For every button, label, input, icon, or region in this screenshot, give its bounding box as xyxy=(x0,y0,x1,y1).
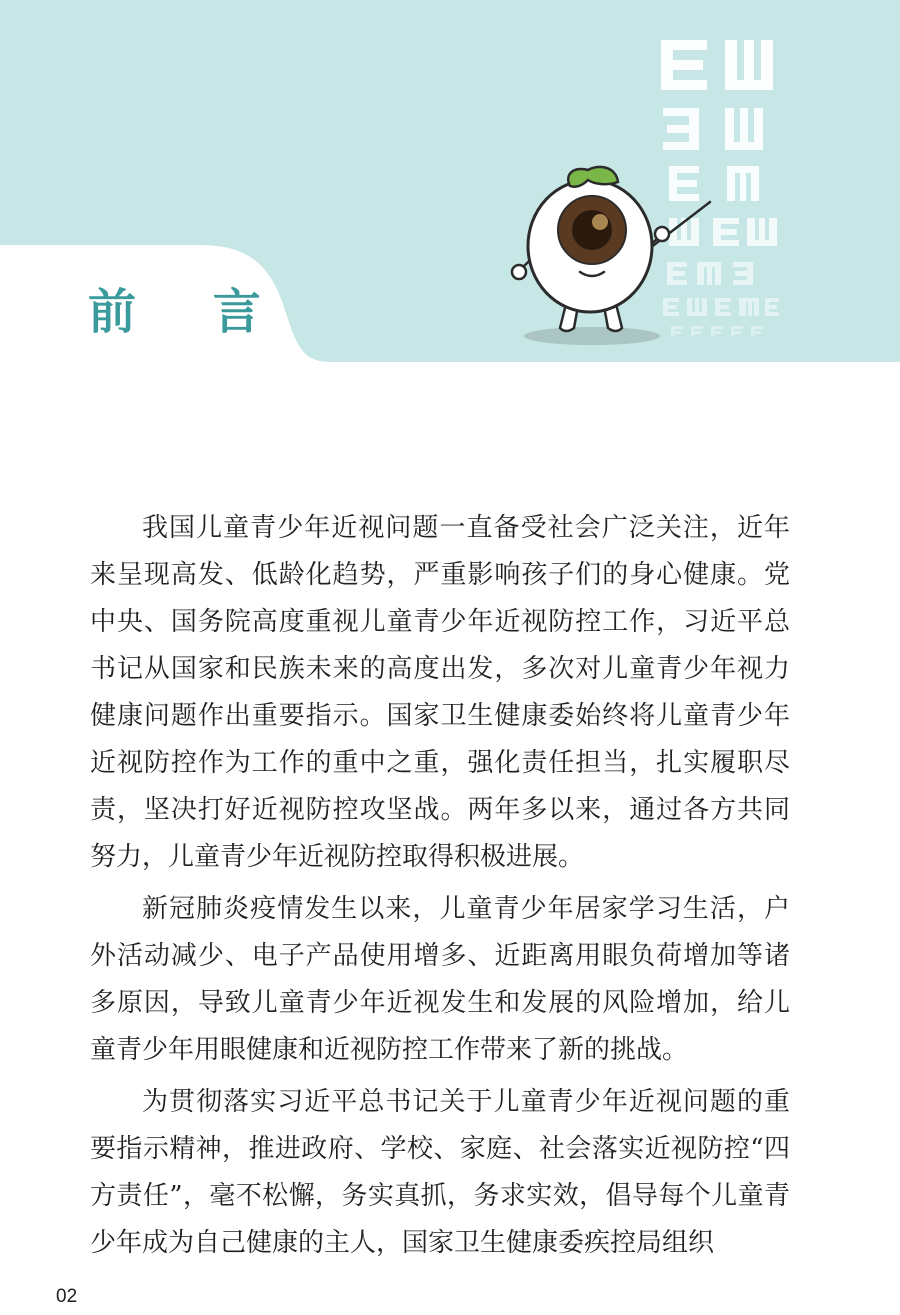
preface-body xyxy=(90,505,790,1272)
page-title: 前 言 xyxy=(88,284,291,340)
paragraph: 我国儿童青少年近视问题一直备受社会广泛关注，近年来呈现高发、低龄化趋势，严重影响孩子们的身心健康。党中央、国务院高度重视儿童青少年近视防控工作，习近平总书记从国家和民族未来的高度出发，多次对儿童青少年视力健康问题作出重要指示。国家卫生健康委始终将儿童青少年近视防控作为工作的重中之重，强化责任担当，扎实履职尽责，坚决打好近视防控攻坚战。两年多以来，通过各方共同努力，儿童青少年近视防控取得积极进展。 xyxy=(90,513,790,872)
paragraph: 新冠肺炎疫情发生以来，儿童青少年居家学习生活，户外活动减少、电子产品使用增多、近距离用眼负荷增加等诸多原因，导致儿童青少年近视发生和发展的风险增加，给儿童青少年用眼健康和近视防控工作带来了新的挑战。 xyxy=(90,894,790,1065)
page-number: 02 xyxy=(56,1286,78,1307)
paragraph: 为贯彻落实习近平总书记关于儿童青少年近视问题的重要指示精神，推进政府、学校、家庭、社会落实近视防控“四方责任”，毫不松懈，务实真抓，务求实效，倡导每个儿童青少年成为自己健康的主人，国家卫生健康委疾控局组织 xyxy=(90,1087,790,1258)
eyeball-mascot-icon xyxy=(500,158,720,358)
